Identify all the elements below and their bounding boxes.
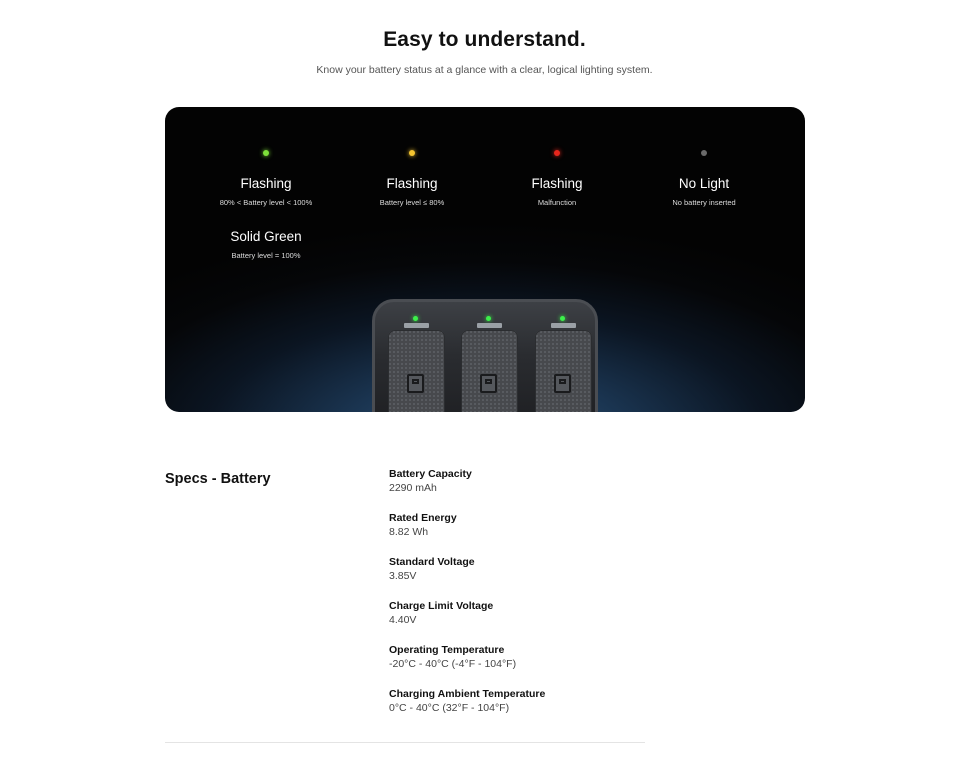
green-light-icon (263, 150, 269, 156)
spec-item (389, 600, 493, 627)
battery-slot (535, 330, 592, 412)
status-detail: Battery level ≤ 80% (379, 198, 445, 207)
spec-item (389, 512, 457, 539)
spec-value: 0°C - 40°C (32°F - 104°F) (389, 702, 510, 714)
spec-item (389, 688, 545, 715)
red-light-icon (554, 150, 560, 156)
status-detail: 80% < Battery level < 100% (219, 198, 313, 207)
spec-value: 4.40V (389, 614, 417, 626)
status-title: Flashing (386, 176, 438, 191)
spec-label: Standard Voltage (389, 556, 475, 568)
section-header (0, 28, 969, 76)
spec-label: Charging Ambient Temperature (389, 688, 546, 700)
spec-label: Rated Energy (389, 512, 457, 524)
status-detail: Malfunction (537, 198, 577, 207)
spec-label: Battery Capacity (389, 468, 472, 480)
spec-value: 3.85V (389, 570, 417, 582)
charging-light-icon (560, 316, 565, 321)
spec-value: 8.82 Wh (389, 526, 429, 538)
divider (165, 742, 645, 743)
status-yellow (339, 150, 485, 208)
battery-icon (388, 330, 445, 412)
spec-label: Operating Temperature (389, 644, 505, 656)
status-title: No Light (678, 176, 730, 191)
specs-title: Specs - Battery (165, 471, 271, 487)
battery-slot (461, 330, 518, 412)
status-title: Flashing (531, 176, 583, 191)
status-red (484, 150, 630, 208)
brand-logo-icon (407, 374, 424, 393)
spec-item (389, 556, 475, 583)
status-title-solid: Solid Green (230, 229, 302, 244)
battery-slot (388, 330, 445, 412)
off-light-icon (701, 150, 707, 156)
spec-item (389, 644, 516, 671)
spec-value: 2290 mAh (389, 482, 437, 494)
status-off (631, 150, 777, 208)
spec-label: Charge Limit Voltage (389, 600, 494, 612)
section-title: Easy to understand. (383, 28, 586, 51)
battery-icon (535, 330, 592, 412)
lighting-status-panel (165, 107, 805, 412)
brand-logo-icon (480, 374, 497, 393)
spec-item (389, 468, 472, 495)
charging-light-icon (413, 316, 418, 321)
status-green (193, 150, 339, 261)
section-subtitle: Know your battery status at a glance with a clear, logical lighting system. (316, 64, 653, 76)
status-title: Flashing (240, 176, 292, 191)
status-detail-solid: Battery level = 100% (231, 251, 301, 260)
spec-value: -20°C - 40°C (-4°F - 104°F) (389, 658, 517, 670)
battery-icon (461, 330, 518, 412)
charger-dock-image (372, 299, 598, 412)
brand-logo-icon (554, 374, 571, 393)
yellow-light-icon (409, 150, 415, 156)
charging-light-icon (486, 316, 491, 321)
status-detail: No battery inserted (672, 198, 736, 207)
